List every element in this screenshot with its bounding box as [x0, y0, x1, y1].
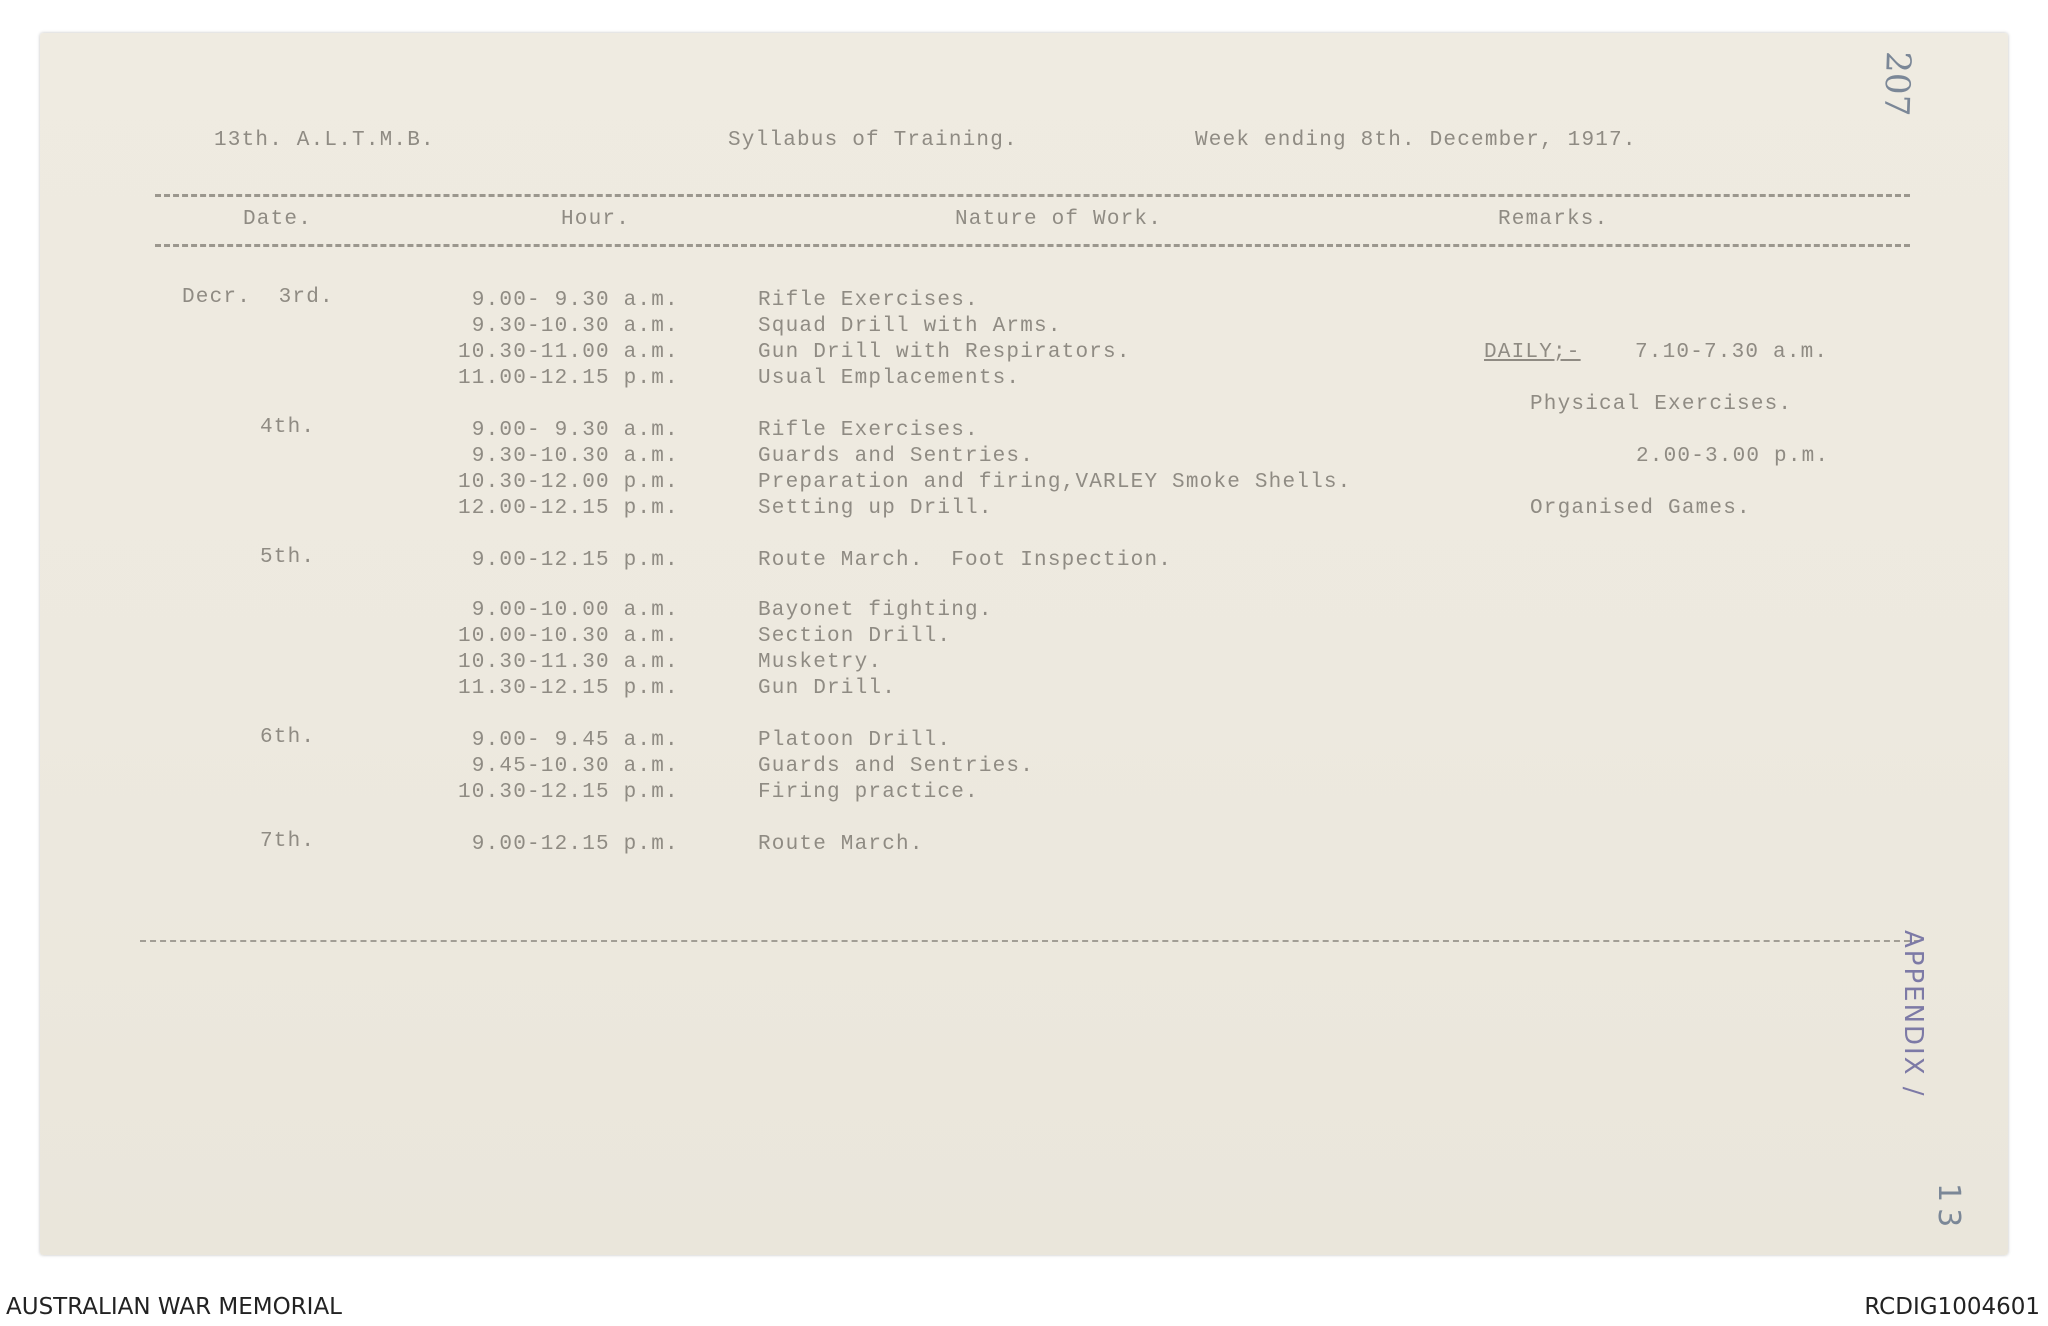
remarks-games: Organised Games.	[1530, 497, 1751, 520]
row-work: Guards and Sentries.	[758, 755, 1035, 778]
week-ending: Week ending 8th. December, 1917.	[1195, 129, 1637, 152]
row-hour: 9.45-10.30 a.m.	[458, 755, 679, 778]
header-rule-bottom	[155, 244, 1910, 247]
document-title: Syllabus of Training.	[728, 129, 1018, 152]
row-date: 7th.	[260, 830, 316, 853]
row-hour: 9.00-12.15 p.m.	[458, 833, 679, 856]
row-work: Platoon Drill.	[758, 729, 952, 752]
row-work: Route March. Foot Inspection.	[758, 549, 1173, 572]
row-hour: 10.30-12.15 p.m.	[458, 781, 679, 804]
remarks-physical: Physical Exercises.	[1530, 393, 1793, 416]
row-work: Route March.	[758, 833, 924, 856]
footer-source: AUSTRALIAN WAR MEMORIAL	[6, 1294, 342, 1320]
row-hour: 9.30-10.30 a.m.	[458, 315, 679, 338]
row-hour: 10.00-10.30 a.m.	[458, 625, 679, 648]
page-number: 13	[1931, 1183, 1966, 1234]
row-work: Squad Drill with Arms.	[758, 315, 1062, 338]
row-hour: 11.00-12.15 p.m.	[458, 367, 679, 390]
row-date: 5th.	[260, 546, 316, 569]
row-hour: 9.00-12.15 p.m.	[458, 549, 679, 572]
appendix-stamp: APPENDIX /	[1898, 930, 1928, 1098]
row-work: Musketry.	[758, 651, 883, 674]
row-hour: 10.30-11.30 a.m.	[458, 651, 679, 674]
row-work: Guards and Sentries.	[758, 445, 1035, 468]
row-date: 6th.	[260, 726, 316, 749]
column-remarks: Remarks.	[1498, 208, 1609, 231]
remarks-daily-time: 7.10-7.30 a.m.	[1635, 341, 1829, 364]
row-work: Setting up Drill.	[758, 497, 993, 520]
row-hour: 11.30-12.15 p.m.	[458, 677, 679, 700]
row-work: Firing practice.	[758, 781, 979, 804]
footer-id: RCDIG1004601	[1864, 1294, 2040, 1320]
folio-number: 207	[1875, 50, 1918, 117]
row-date: Decr. 3rd.	[182, 286, 334, 309]
row-hour: 9.00-10.00 a.m.	[458, 599, 679, 622]
row-hour: 9.30-10.30 a.m.	[458, 445, 679, 468]
row-date: 4th.	[260, 416, 316, 439]
unit-name: 13th. A.L.T.M.B.	[214, 129, 435, 152]
row-work: Usual Emplacements.	[758, 367, 1021, 390]
row-hour: 9.00- 9.30 a.m.	[458, 419, 679, 442]
row-hour: 12.00-12.15 p.m.	[458, 497, 679, 520]
row-work: Gun Drill with Respirators.	[758, 341, 1131, 364]
row-work: Preparation and firing,VARLEY Smoke Shells.	[758, 471, 1352, 494]
row-hour: 9.00- 9.30 a.m.	[458, 289, 679, 312]
row-hour: 10.30-11.00 a.m.	[458, 341, 679, 364]
row-work: Bayonet fighting.	[758, 599, 993, 622]
row-hour: 9.00- 9.45 a.m.	[458, 729, 679, 752]
column-hour: Hour.	[561, 208, 631, 231]
header-rule-top	[155, 194, 1910, 197]
column-nature-of-work: Nature of Work.	[955, 208, 1163, 231]
row-work: Section Drill.	[758, 625, 952, 648]
remarks-afternoon-time: 2.00-3.00 p.m.	[1636, 445, 1830, 468]
row-hour: 10.30-12.00 p.m.	[458, 471, 679, 494]
row-work: Rifle Exercises.	[758, 289, 979, 312]
row-work: Rifle Exercises.	[758, 419, 979, 442]
column-date: Date.	[243, 208, 313, 231]
bottom-rule	[140, 940, 1920, 942]
remarks-daily-label: DAILY;-	[1484, 341, 1581, 364]
row-work: Gun Drill.	[758, 677, 897, 700]
